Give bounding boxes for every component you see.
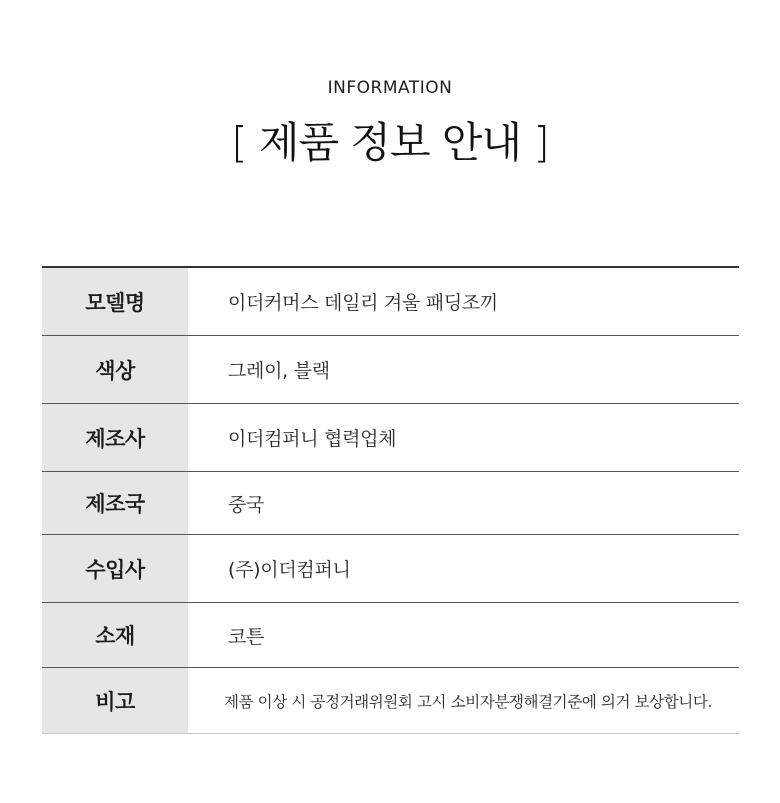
table-row-importer <box>42 535 739 603</box>
table-row-country <box>42 472 739 535</box>
row-value: 중국 <box>228 493 265 516</box>
table-row-note <box>42 668 739 734</box>
row-value: (주)이더컴퍼니 <box>228 559 351 581</box>
row-value: 이더커머스 데일리 겨울 패딩조끼 <box>228 292 498 314</box>
table-row-material <box>42 603 739 668</box>
row-label: 제조국 <box>42 472 188 534</box>
row-value: 그레이, 블랙 <box>228 360 330 382</box>
row-label: 제조사 <box>42 404 188 471</box>
product-info-table <box>42 266 739 734</box>
table-row-color <box>42 336 739 404</box>
page-title: [ 제품 정보 안내 ] <box>231 118 549 167</box>
row-label: 색상 <box>42 336 188 403</box>
row-value: 코튼 <box>228 625 265 648</box>
section-eyebrow: INFORMATION <box>327 78 453 98</box>
row-label: 모델명 <box>42 268 188 335</box>
row-label: 비고 <box>42 668 188 733</box>
row-value: 제품 이상 시 공정거래위원회 고시 소비자분쟁해결기준에 의거 보상합니다. <box>224 692 712 711</box>
table-row-manufacturer <box>42 404 739 472</box>
row-value: 이더컴퍼니 협력업체 <box>228 428 397 450</box>
table-row-model <box>42 268 739 336</box>
row-label: 수입사 <box>42 535 188 602</box>
row-label: 소재 <box>42 603 188 667</box>
